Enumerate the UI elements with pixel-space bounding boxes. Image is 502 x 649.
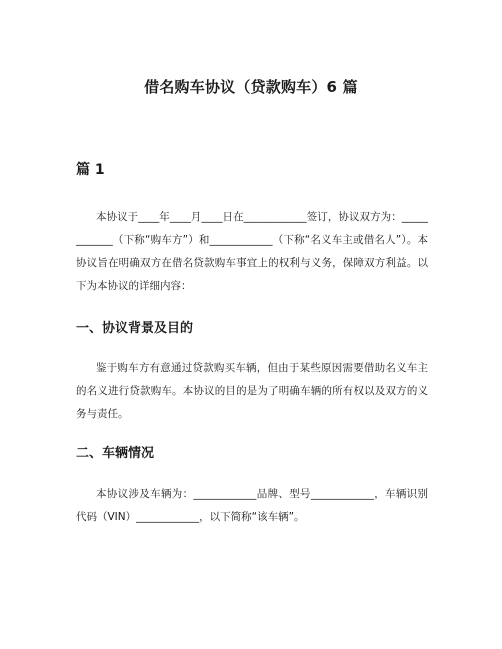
section-body-vehicle: 本协议涉及车辆为：____________品牌、型号____________，车辆识别代码（VIN）____________，以下简称“该车辆”。 xyxy=(76,488,428,523)
intro-paragraph: 本协议于____年____月____日在____________签订，协议双方为：____________（下称“购车方”）和____________（下称“名义车主或借名人”）。本协议旨在明确双方在借名贷款购车事宜上的权利与义务，保障双方利益。以下为本协议的详细内容： xyxy=(76,211,428,292)
section-heading-vehicle: 二、车辆情况 xyxy=(76,446,155,461)
document-title: 借名购车协议（贷款购车）6 篇 xyxy=(144,78,358,96)
part-title: 篇 1 xyxy=(76,162,105,178)
section-body-background: 鉴于购车方有意通过贷款购买车辆，但由于某些原因需要借助名义车主的名义进行贷款购车。本协议的目的是为了明确车辆的所有权以及双方的义务与责任。 xyxy=(76,362,428,420)
section-heading-background: 一、协议背景及目的 xyxy=(76,321,194,336)
